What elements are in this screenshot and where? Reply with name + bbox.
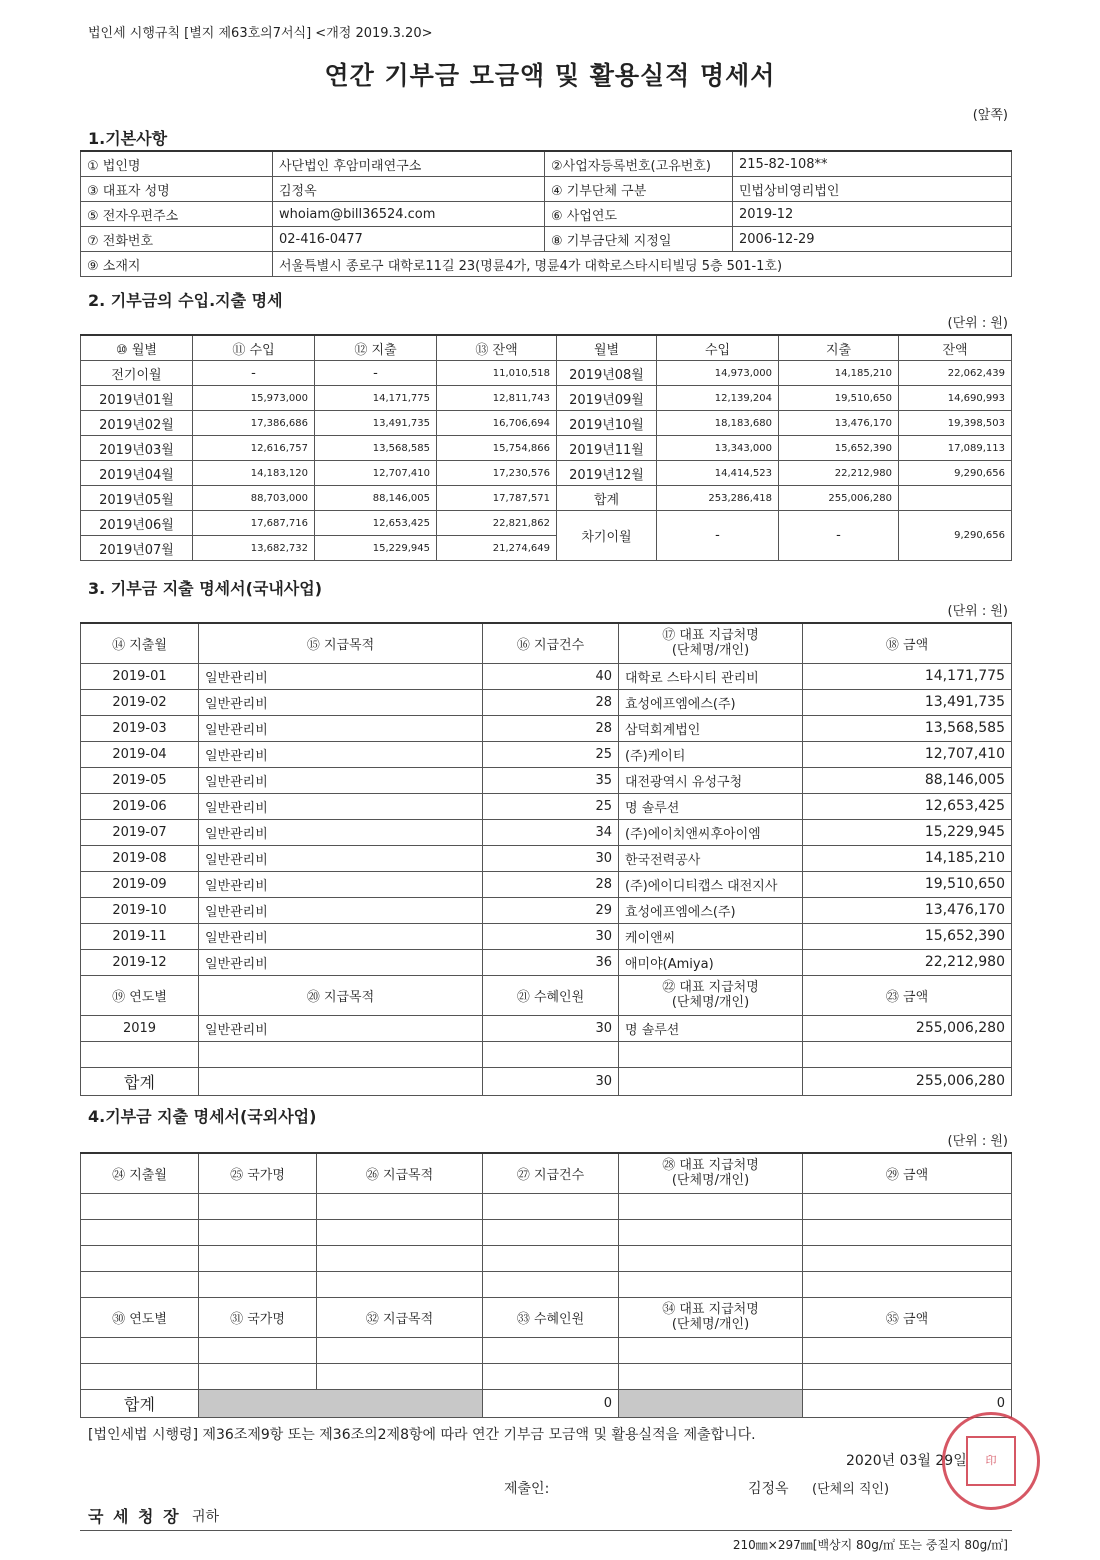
empty-cell bbox=[803, 1245, 1012, 1271]
amount-cell: 16,706,694 bbox=[437, 411, 557, 436]
amount-cell: 17,386,686 bbox=[193, 411, 315, 436]
amount-cell: 14,185,210 bbox=[779, 361, 899, 386]
section-domestic-heading: 3. 기부금 지출 명세서(국내사업) bbox=[88, 579, 323, 598]
purpose-cell: 일반관리비 bbox=[199, 845, 483, 871]
header-line: ㉒ 대표 지급처명 bbox=[662, 980, 759, 995]
basic-info-row-address bbox=[81, 252, 1012, 277]
official-seal-stamp bbox=[942, 1412, 1040, 1510]
amount-cell: 253,286,418 bbox=[657, 486, 779, 511]
amount-cell: 13,682,732 bbox=[193, 536, 315, 561]
empty-cell bbox=[317, 1193, 483, 1219]
empty-cell bbox=[619, 1245, 803, 1271]
amount-cell: - bbox=[657, 511, 779, 561]
domestic-row bbox=[81, 871, 1012, 897]
empty-cell bbox=[619, 1193, 803, 1219]
column-header: 월별 bbox=[557, 335, 657, 361]
amount-cell: 14,183,120 bbox=[193, 461, 315, 486]
amount-cell: 12,139,204 bbox=[657, 386, 779, 411]
section-foreign-heading: 4.기부금 지출 명세서(국외사업) bbox=[88, 1107, 317, 1126]
purpose-cell: 일반관리비 bbox=[199, 767, 483, 793]
section-basic-heading: 1.기본사항 bbox=[88, 129, 168, 148]
amount-cell: 12,616,757 bbox=[193, 436, 315, 461]
income-row bbox=[81, 386, 1012, 411]
payee-cell: 애미야(Amiya) bbox=[619, 949, 803, 975]
column-header bbox=[619, 623, 803, 663]
amount-cell: 21,274,649 bbox=[437, 536, 557, 561]
purpose-cell: 일반관리비 bbox=[199, 741, 483, 767]
income-unit: (단위 : 원) bbox=[947, 316, 1008, 331]
domestic-row bbox=[81, 923, 1012, 949]
amount-cell: 13,568,585 bbox=[803, 715, 1012, 741]
empty-cell bbox=[619, 1271, 803, 1297]
submission-date: 2020년 03월 29일 bbox=[846, 1453, 967, 1469]
total-label: 합계 bbox=[81, 1389, 199, 1417]
domestic-row bbox=[81, 663, 1012, 689]
field-value: 민법상비영리법인 bbox=[733, 177, 1012, 202]
month-label: 2019년06월 bbox=[81, 511, 193, 536]
payee-cell: 효성에프엠에스(주) bbox=[619, 897, 803, 923]
month-cell: 2019-08 bbox=[81, 845, 199, 871]
amount-cell: 14,171,775 bbox=[803, 663, 1012, 689]
total-amount: 0 bbox=[803, 1389, 1012, 1417]
empty-cell bbox=[619, 1219, 803, 1245]
column-header: ㉛ 국가명 bbox=[199, 1297, 317, 1337]
column-header: ⑮ 지급목적 bbox=[199, 623, 483, 663]
section-income-heading: 2. 기부금의 수입.지출 명세 bbox=[88, 291, 283, 310]
field-label: ⑧ 기부금단체 지정일 bbox=[545, 227, 733, 252]
basic-info-row bbox=[81, 177, 1012, 202]
count-cell: 28 bbox=[483, 715, 619, 741]
amount-cell: 13,491,735 bbox=[315, 411, 437, 436]
header-line: (단체명/개인) bbox=[671, 1173, 750, 1189]
payee-cell: (주)에이디티캡스 대전지사 bbox=[619, 871, 803, 897]
amount-cell: 12,653,425 bbox=[803, 793, 1012, 819]
field-value: whoiam@bill36524.com bbox=[273, 202, 545, 227]
empty-cell bbox=[81, 1245, 199, 1271]
column-header: ⑬ 잔액 bbox=[437, 335, 557, 361]
empty-cell bbox=[619, 1041, 803, 1067]
count-cell: 40 bbox=[483, 663, 619, 689]
column-header: ㉑ 수혜인원 bbox=[483, 975, 619, 1015]
column-header: ㉙ 금액 bbox=[803, 1153, 1012, 1193]
domestic-row bbox=[81, 819, 1012, 845]
income-header-row bbox=[81, 335, 1012, 361]
amount-cell: 13,568,585 bbox=[315, 436, 437, 461]
month-label: 2019년05월 bbox=[81, 486, 193, 511]
income-row bbox=[81, 511, 1012, 536]
count-cell: 25 bbox=[483, 741, 619, 767]
empty-cell bbox=[81, 1219, 199, 1245]
year-cell: 2019 bbox=[81, 1015, 199, 1041]
foreign-header-row bbox=[81, 1153, 1012, 1193]
field-value: 김정옥 bbox=[273, 177, 545, 202]
header-line: ㉘ 대표 지급처명 bbox=[662, 1158, 759, 1174]
purpose-cell: 일반관리비 bbox=[199, 689, 483, 715]
month-cell: 2019-07 bbox=[81, 819, 199, 845]
empty-cell bbox=[81, 1041, 199, 1067]
month-label: 2019년12월 bbox=[557, 461, 657, 486]
amount-cell: 15,229,945 bbox=[315, 536, 437, 561]
count-cell: 29 bbox=[483, 897, 619, 923]
column-header: ⑪ 수입 bbox=[193, 335, 315, 361]
total-label: 합계 bbox=[81, 1067, 199, 1095]
amount-cell: 14,973,000 bbox=[657, 361, 779, 386]
submitter-label: 제출인: bbox=[504, 1481, 550, 1497]
empty-cell bbox=[199, 1245, 317, 1271]
count-cell: 30 bbox=[483, 923, 619, 949]
amount-cell: 88,703,000 bbox=[193, 486, 315, 511]
income-row bbox=[81, 436, 1012, 461]
purpose-cell: 일반관리비 bbox=[199, 923, 483, 949]
purpose-cell: 일반관리비 bbox=[199, 663, 483, 689]
field-value: 215-82-108** bbox=[733, 151, 1012, 177]
empty-cell bbox=[317, 1271, 483, 1297]
empty-cell bbox=[483, 1245, 619, 1271]
submitter-name: 김정옥 bbox=[748, 1481, 789, 1497]
payee-cell: 효성에프엠에스(주) bbox=[619, 689, 803, 715]
empty-cell bbox=[317, 1363, 483, 1389]
month-label: 2019년09월 bbox=[557, 386, 657, 411]
payee-cell: 한국전력공사 bbox=[619, 845, 803, 871]
count-cell: 36 bbox=[483, 949, 619, 975]
month-cell: 2019-02 bbox=[81, 689, 199, 715]
domestic-yearly-row bbox=[81, 1015, 1012, 1041]
amount-cell: 13,343,000 bbox=[657, 436, 779, 461]
amount-cell: 17,687,716 bbox=[193, 511, 315, 536]
foreign-empty-row bbox=[81, 1271, 1012, 1297]
empty-cell bbox=[317, 1219, 483, 1245]
field-label: ① 법인명 bbox=[81, 151, 273, 177]
column-header: ㉕ 국가명 bbox=[199, 1153, 317, 1193]
empty-cell bbox=[199, 1193, 317, 1219]
payee-cell: 명 솔루션 bbox=[619, 793, 803, 819]
amount-cell: 22,062,439 bbox=[899, 361, 1012, 386]
foreign-empty-row bbox=[81, 1337, 1012, 1363]
foreign-empty-row bbox=[81, 1245, 1012, 1271]
month-label: 차기이월 bbox=[557, 511, 657, 561]
form-reference: 법인세 시행규칙 [별지 제63호의7서식] <개정 2019.3.20> bbox=[88, 26, 433, 41]
column-header: ㉓ 금액 bbox=[803, 975, 1012, 1015]
month-label: 2019년11월 bbox=[557, 436, 657, 461]
domestic-row bbox=[81, 897, 1012, 923]
empty-cell bbox=[483, 1363, 619, 1389]
amount-cell: 22,821,862 bbox=[437, 511, 557, 536]
income-row bbox=[81, 411, 1012, 436]
amount-cell: 9,290,656 bbox=[899, 461, 1012, 486]
amount-cell: 15,652,390 bbox=[803, 923, 1012, 949]
field-label: ②사업자등록번호(고유번호) bbox=[545, 151, 733, 177]
amount-cell: 15,973,000 bbox=[193, 386, 315, 411]
header-line: (단체명/개인) bbox=[671, 643, 750, 659]
empty-cell bbox=[317, 1245, 483, 1271]
empty-cell bbox=[619, 1337, 803, 1363]
empty-cell bbox=[199, 1271, 317, 1297]
amount-cell: 88,146,005 bbox=[803, 767, 1012, 793]
column-header bbox=[619, 1297, 803, 1337]
payee-cell: 케이앤씨 bbox=[619, 923, 803, 949]
amount-cell: 14,185,210 bbox=[803, 845, 1012, 871]
amount-cell: 255,006,280 bbox=[779, 486, 899, 511]
purpose-cell: 일반관리비 bbox=[199, 715, 483, 741]
foreign-yearly-header-row bbox=[81, 1297, 1012, 1337]
count-cell: 35 bbox=[483, 767, 619, 793]
amount-cell bbox=[899, 486, 1012, 511]
empty-cell bbox=[619, 1363, 803, 1389]
month-cell: 2019-09 bbox=[81, 871, 199, 897]
field-value: 02-416-0477 bbox=[273, 227, 545, 252]
payee-cell: 삼덕회계법인 bbox=[619, 715, 803, 741]
empty-cell bbox=[199, 1041, 483, 1067]
amount-cell: 14,171,775 bbox=[315, 386, 437, 411]
empty-cell bbox=[483, 1219, 619, 1245]
total-count: 30 bbox=[483, 1067, 619, 1095]
amount-cell: 12,707,410 bbox=[803, 741, 1012, 767]
column-header: ㉟ 금액 bbox=[803, 1297, 1012, 1337]
month-cell: 2019-06 bbox=[81, 793, 199, 819]
header-line: (단체명/개인) bbox=[671, 995, 750, 1010]
amount-cell: 13,491,735 bbox=[803, 689, 1012, 715]
amount-cell: 9,290,656 bbox=[899, 511, 1012, 561]
empty-cell bbox=[803, 1271, 1012, 1297]
shaded-cell bbox=[199, 1389, 483, 1417]
column-header: ⑭ 지출월 bbox=[81, 623, 199, 663]
amount-cell: 15,229,945 bbox=[803, 819, 1012, 845]
field-value: 2019-12 bbox=[733, 202, 1012, 227]
income-row bbox=[81, 486, 1012, 511]
column-header: ㉗ 지급건수 bbox=[483, 1153, 619, 1193]
column-header: 수입 bbox=[657, 335, 779, 361]
domestic-unit: (단위 : 원) bbox=[947, 604, 1008, 619]
amount-cell: 15,754,866 bbox=[437, 436, 557, 461]
month-label: 전기이월 bbox=[81, 361, 193, 386]
purpose-cell: 일반관리비 bbox=[199, 897, 483, 923]
field-value: 사단법인 후암미래연구소 bbox=[273, 151, 545, 177]
month-label: 합계 bbox=[557, 486, 657, 511]
count-cell: 30 bbox=[483, 1015, 619, 1041]
foreign-unit: (단위 : 원) bbox=[947, 1134, 1008, 1149]
amount-cell: 88,146,005 bbox=[315, 486, 437, 511]
payee-cell: 대학로 스타시티 관리비 bbox=[619, 663, 803, 689]
count-cell: 25 bbox=[483, 793, 619, 819]
empty-cell bbox=[803, 1363, 1012, 1389]
amount-cell: 18,183,680 bbox=[657, 411, 779, 436]
empty-cell bbox=[803, 1041, 1012, 1067]
field-value: 2006-12-29 bbox=[733, 227, 1012, 252]
domestic-header-row bbox=[81, 623, 1012, 663]
amount-cell: 14,690,993 bbox=[899, 386, 1012, 411]
amount-cell: 22,212,980 bbox=[803, 949, 1012, 975]
field-label: ⑨ 소재지 bbox=[81, 252, 273, 277]
field-label: ⑤ 전자우편주소 bbox=[81, 202, 273, 227]
month-label: 2019년04월 bbox=[81, 461, 193, 486]
month-cell: 2019-12 bbox=[81, 949, 199, 975]
empty-cell bbox=[803, 1219, 1012, 1245]
amount-cell: 19,510,650 bbox=[779, 386, 899, 411]
empty-cell bbox=[483, 1271, 619, 1297]
column-header: ㉜ 지급목적 bbox=[317, 1297, 483, 1337]
column-header bbox=[619, 1153, 803, 1193]
amount-cell: - bbox=[193, 361, 315, 386]
amount-cell: - bbox=[315, 361, 437, 386]
domestic-row bbox=[81, 845, 1012, 871]
column-header: ⑱ 금액 bbox=[803, 623, 1012, 663]
amount-cell: 22,212,980 bbox=[779, 461, 899, 486]
month-cell: 2019-05 bbox=[81, 767, 199, 793]
amount-cell: 19,510,650 bbox=[803, 871, 1012, 897]
foreign-empty-row bbox=[81, 1219, 1012, 1245]
amount-cell: 12,811,743 bbox=[437, 386, 557, 411]
month-cell: 2019-11 bbox=[81, 923, 199, 949]
domestic-yearly-header-row bbox=[81, 975, 1012, 1015]
domestic-row bbox=[81, 767, 1012, 793]
field-label: ⑦ 전화번호 bbox=[81, 227, 273, 252]
column-header: 지출 bbox=[779, 335, 899, 361]
month-label: 2019년08월 bbox=[557, 361, 657, 386]
empty-cell bbox=[803, 1337, 1012, 1363]
empty-cell bbox=[199, 1363, 317, 1389]
domestic-row bbox=[81, 689, 1012, 715]
foreign-empty-row bbox=[81, 1193, 1012, 1219]
column-header bbox=[619, 975, 803, 1015]
month-label: 2019년10월 bbox=[557, 411, 657, 436]
column-header: ㉝ 수혜인원 bbox=[483, 1297, 619, 1337]
seal-inner: 印 bbox=[966, 1436, 1016, 1486]
empty-cell bbox=[199, 1067, 483, 1095]
document-title: 연간 기부금 모금액 및 활용실적 명세서 bbox=[324, 61, 776, 90]
purpose-cell: 일반관리비 bbox=[199, 871, 483, 897]
foreign-total-row bbox=[81, 1389, 1012, 1417]
field-label: ⑥ 사업연도 bbox=[545, 202, 733, 227]
foreign-empty-row bbox=[81, 1363, 1012, 1389]
income-row bbox=[81, 361, 1012, 386]
domestic-row bbox=[81, 741, 1012, 767]
amount-cell: 13,476,170 bbox=[803, 897, 1012, 923]
month-cell: 2019-10 bbox=[81, 897, 199, 923]
column-header: ㉖ 지급목적 bbox=[317, 1153, 483, 1193]
amount-cell: 12,707,410 bbox=[315, 461, 437, 486]
amount-cell: - bbox=[779, 511, 899, 561]
month-label: 2019년02월 bbox=[81, 411, 193, 436]
basic-info-table bbox=[80, 150, 1012, 277]
field-label: ④ 기부단체 구분 bbox=[545, 177, 733, 202]
empty-cell bbox=[619, 1067, 803, 1095]
header-line: (단체명/개인) bbox=[671, 1317, 750, 1332]
month-label: 2019년07월 bbox=[81, 536, 193, 561]
empty-cell bbox=[483, 1041, 619, 1067]
amount-cell: 19,398,503 bbox=[899, 411, 1012, 436]
month-label: 2019년03월 bbox=[81, 436, 193, 461]
amount-cell: 13,476,170 bbox=[779, 411, 899, 436]
total-amount: 255,006,280 bbox=[803, 1067, 1012, 1095]
payee-cell: 명 솔루션 bbox=[619, 1015, 803, 1041]
amount-cell: 12,653,425 bbox=[315, 511, 437, 536]
payee-cell: 대전광역시 유성구청 bbox=[619, 767, 803, 793]
domestic-row bbox=[81, 949, 1012, 975]
payee-cell: (주)에이치앤씨후아이엠 bbox=[619, 819, 803, 845]
amount-cell: 15,652,390 bbox=[779, 436, 899, 461]
empty-cell bbox=[81, 1337, 199, 1363]
paper-spec: 210㎜×297㎜[백상지 80g/㎡ 또는 중질지 80g/㎡] bbox=[732, 1538, 1008, 1552]
foreign-expense-table bbox=[80, 1152, 1012, 1418]
column-header: ㉚ 연도별 bbox=[81, 1297, 199, 1337]
column-header: ⑳ 지급목적 bbox=[199, 975, 483, 1015]
domestic-row bbox=[81, 715, 1012, 741]
purpose-cell: 일반관리비 bbox=[199, 1015, 483, 1041]
purpose-cell: 일반관리비 bbox=[199, 793, 483, 819]
column-header: ⑲ 연도별 bbox=[81, 975, 199, 1015]
shaded-cell bbox=[619, 1389, 803, 1417]
count-cell: 28 bbox=[483, 689, 619, 715]
count-cell: 28 bbox=[483, 871, 619, 897]
amount-cell: 17,230,576 bbox=[437, 461, 557, 486]
empty-cell bbox=[483, 1193, 619, 1219]
purpose-cell: 일반관리비 bbox=[199, 819, 483, 845]
basic-info-row bbox=[81, 227, 1012, 252]
submitter-role: (단체의 직인) bbox=[812, 1482, 890, 1497]
empty-cell bbox=[81, 1363, 199, 1389]
amount-cell: 255,006,280 bbox=[803, 1015, 1012, 1041]
month-cell: 2019-01 bbox=[81, 663, 199, 689]
income-row bbox=[81, 461, 1012, 486]
total-count: 0 bbox=[483, 1389, 619, 1417]
footer-divider bbox=[80, 1530, 1012, 1531]
column-header: ⑯ 지급건수 bbox=[483, 623, 619, 663]
count-cell: 34 bbox=[483, 819, 619, 845]
empty-cell bbox=[81, 1193, 199, 1219]
column-header: ㉔ 지출월 bbox=[81, 1153, 199, 1193]
header-line: ⑰ 대표 지급처명 bbox=[662, 628, 759, 644]
empty-cell bbox=[199, 1219, 317, 1245]
purpose-cell: 일반관리비 bbox=[199, 949, 483, 975]
header-line: ㉞ 대표 지급처명 bbox=[662, 1302, 759, 1317]
column-header: ⑩ 월별 bbox=[81, 335, 193, 361]
amount-cell: 11,010,518 bbox=[437, 361, 557, 386]
empty-cell bbox=[803, 1193, 1012, 1219]
count-cell: 30 bbox=[483, 845, 619, 871]
empty-cell bbox=[199, 1337, 317, 1363]
basic-info-row bbox=[81, 151, 1012, 177]
domestic-total-row bbox=[81, 1067, 1012, 1095]
month-cell: 2019-03 bbox=[81, 715, 199, 741]
page-side-label: (앞쪽) bbox=[972, 108, 1008, 123]
empty-cell bbox=[81, 1271, 199, 1297]
income-expense-table bbox=[80, 334, 1012, 561]
payee-cell: (주)케이티 bbox=[619, 741, 803, 767]
empty-cell bbox=[317, 1337, 483, 1363]
domestic-empty-row bbox=[81, 1041, 1012, 1067]
column-header: ⑫ 지출 bbox=[315, 335, 437, 361]
domestic-expense-table bbox=[80, 622, 1012, 1096]
amount-cell: 17,787,571 bbox=[437, 486, 557, 511]
amount-cell: 14,414,523 bbox=[657, 461, 779, 486]
month-label: 2019년01월 bbox=[81, 386, 193, 411]
domestic-row bbox=[81, 793, 1012, 819]
empty-cell bbox=[483, 1337, 619, 1363]
recipient: 국 세 청 장 bbox=[88, 1507, 181, 1526]
field-label: ③ 대표자 성명 bbox=[81, 177, 273, 202]
basic-info-row bbox=[81, 202, 1012, 227]
recipient-suffix: 귀하 bbox=[192, 1509, 220, 1525]
address-value: 서울특별시 종로구 대학로11길 23(명륜4가, 명륜4가 대학로스타시티빌딩 5층 501-1호) bbox=[273, 252, 1012, 277]
submission-statement: [법인세법 시행령] 제36조제9항 또는 제36조의2제8항에 따라 연간 기부금 모금액 및 활용실적을 제출합니다. bbox=[88, 1427, 756, 1443]
month-cell: 2019-04 bbox=[81, 741, 199, 767]
column-header: 잔액 bbox=[899, 335, 1012, 361]
amount-cell: 17,089,113 bbox=[899, 436, 1012, 461]
